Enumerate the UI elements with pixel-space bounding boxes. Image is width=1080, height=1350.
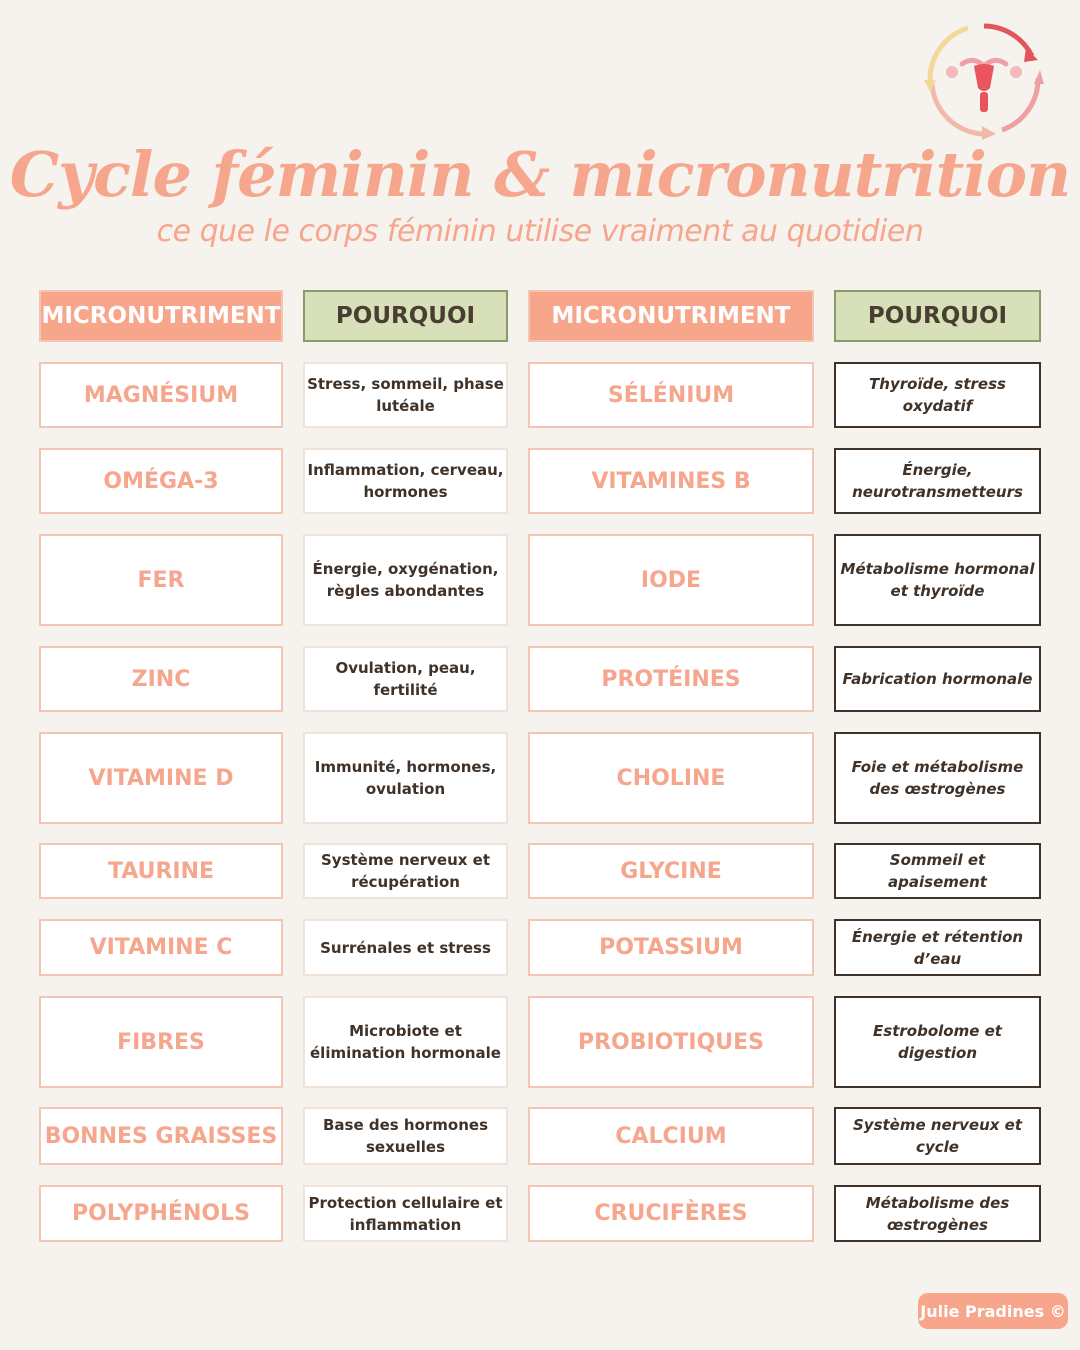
nutrient-cell-left: POLYPHÉNOLS	[39, 1185, 283, 1242]
reason-cell-right: Énergie et rétention d’eau	[834, 919, 1041, 976]
reason-cell-right: Estrobolome et digestion	[834, 996, 1041, 1088]
nutrient-cell-right: SÉLÉNIUM	[528, 362, 814, 428]
column-header-nutrient-right: MICRONUTRIMENT	[528, 290, 814, 342]
reason-cell-right: Thyroïde, stress oxydatif	[834, 362, 1041, 428]
nutrient-cell-right: CRUCIFÈRES	[528, 1185, 814, 1242]
reason-cell-right: Énergie, neurotransmetteurs	[834, 448, 1041, 514]
nutrient-cell-right: VITAMINES B	[528, 448, 814, 514]
reason-cell-left: Base des hormones sexuelles	[303, 1107, 508, 1165]
reason-cell-left: Microbiote et élimination hormonale	[303, 996, 508, 1088]
reason-cell-right: Sommeil et apaisement	[834, 843, 1041, 899]
reason-cell-right: Métabolisme hormonal et thyroïde	[834, 534, 1041, 626]
reason-cell-right: Système nerveux et cycle	[834, 1107, 1041, 1165]
nutrient-cell-left: OMÉGA-3	[39, 448, 283, 514]
reason-cell-left: Système nerveux et récupération	[303, 843, 508, 899]
nutrient-cell-right: CHOLINE	[528, 732, 814, 824]
reason-cell-right: Métabolisme des œstrogènes	[834, 1185, 1041, 1242]
nutrient-cell-right: PROTÉINES	[528, 646, 814, 712]
nutrient-cell-left: ZINC	[39, 646, 283, 712]
reason-cell-left: Immunité, hormones, ovulation	[303, 732, 508, 824]
reason-cell-right: Foie et métabolisme des œstrogènes	[834, 732, 1041, 824]
reason-cell-left: Stress, sommeil, phase lutéale	[303, 362, 508, 428]
reason-cell-left: Ovulation, peau, fertilité	[303, 646, 508, 712]
page-title: Cycle féminin & micronutrition	[9, 138, 1071, 211]
nutrient-cell-right: IODE	[528, 534, 814, 626]
page-subtitle: ce que le corps féminin utilise vraiment au quotidien	[156, 214, 924, 249]
nutrient-cell-left: FER	[39, 534, 283, 626]
nutrient-cell-left: TAURINE	[39, 843, 283, 899]
uterus-cycle-icon	[922, 18, 1046, 142]
nutrient-cell-left: VITAMINE D	[39, 732, 283, 824]
nutrient-cell-left: MAGNÉSIUM	[39, 362, 283, 428]
reason-cell-left: Énergie, oxygénation, règles abondantes	[303, 534, 508, 626]
nutrient-cell-left: BONNES GRAISSES	[39, 1107, 283, 1165]
reason-cell-left: Protection cellulaire et inflammation	[303, 1185, 508, 1242]
nutrient-cell-right: CALCIUM	[528, 1107, 814, 1165]
reason-cell-left: Surrénales et stress	[303, 919, 508, 976]
reason-cell-left: Inflammation, cerveau, hormones	[303, 448, 508, 514]
column-header-why-left: POURQUOI	[303, 290, 508, 342]
column-header-nutrient-left: MICRONUTRIMENT	[39, 290, 283, 342]
nutrient-cell-right: GLYCINE	[528, 843, 814, 899]
nutrient-cell-right: PROBIOTIQUES	[528, 996, 814, 1088]
nutrient-cell-right: POTASSIUM	[528, 919, 814, 976]
column-header-why-right: POURQUOI	[834, 290, 1041, 342]
reason-cell-right: Fabrication hormonale	[834, 646, 1041, 712]
author-badge: Julie Pradines ©	[918, 1293, 1068, 1329]
nutrient-cell-left: FIBRES	[39, 996, 283, 1088]
nutrient-cell-left: VITAMINE C	[39, 919, 283, 976]
